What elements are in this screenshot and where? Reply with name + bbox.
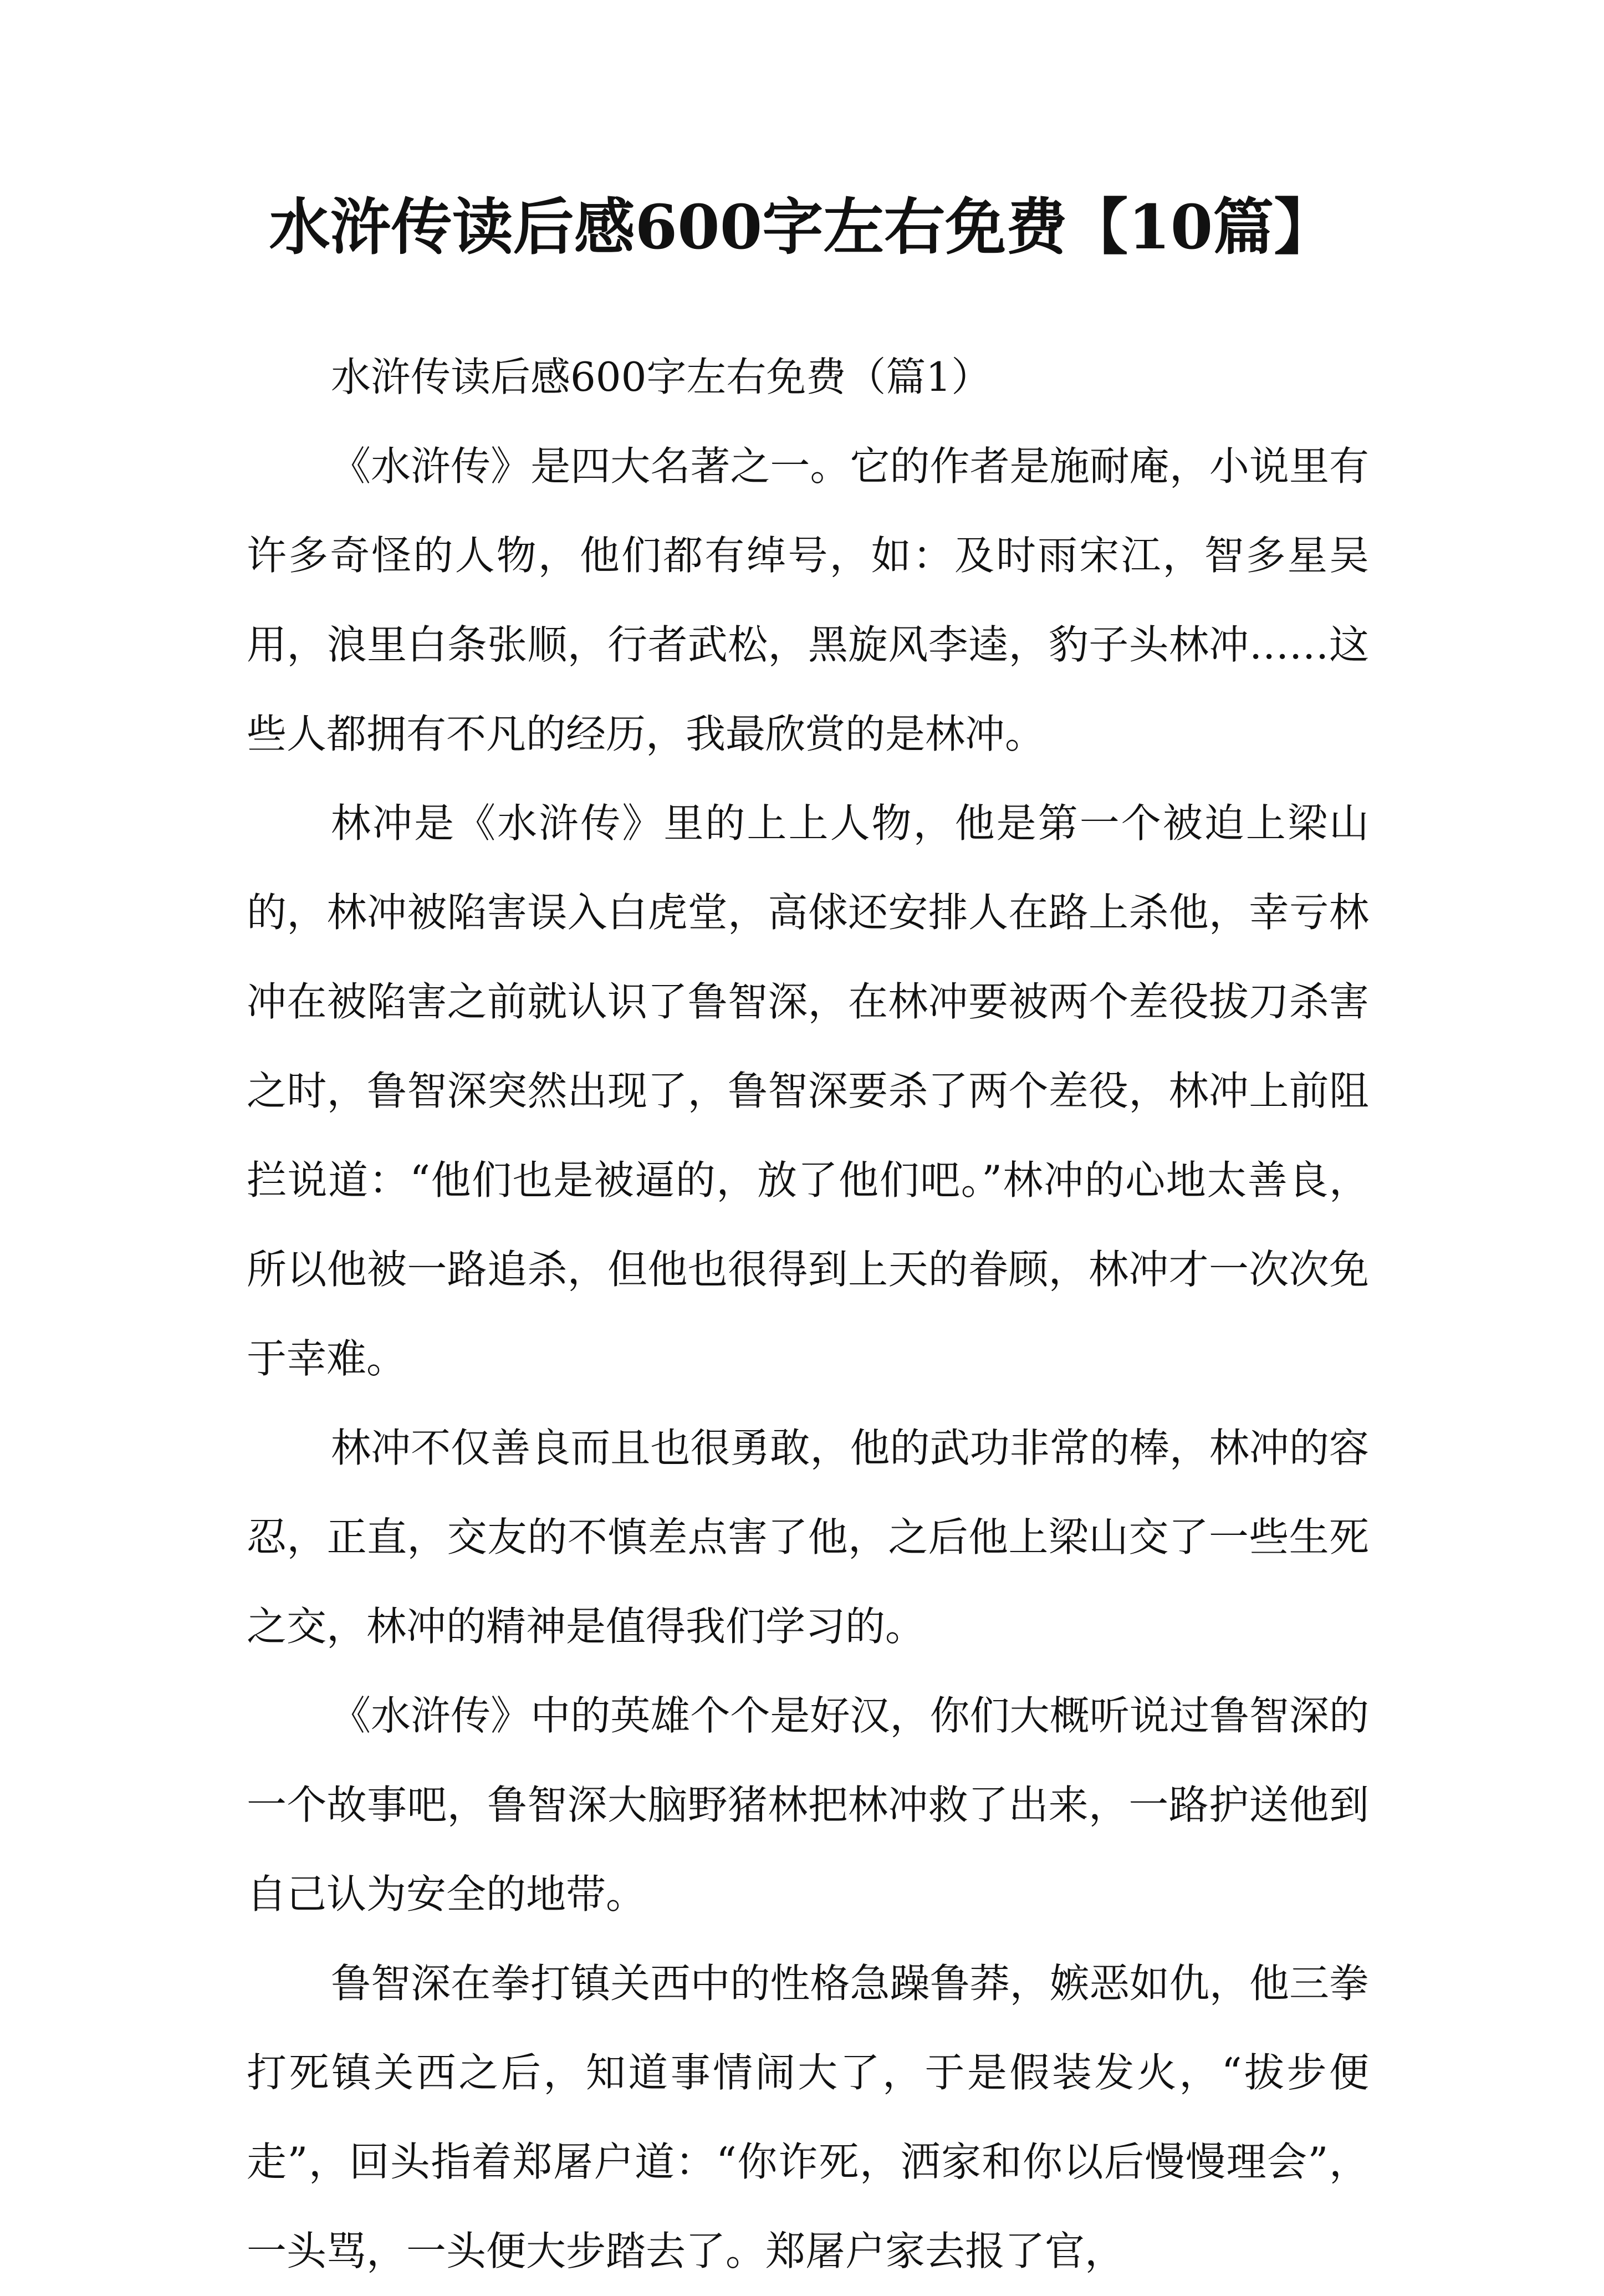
paragraph: 林冲是《水浒传》里的上上人物，他是第一个被迫上梁山的，林冲被陷害误入白虎堂，高俅还安排人在路上杀他，幸亏林冲在被陷害之前就认识了鲁智深，在林冲要被两个差役拔刀杀害之时，鲁智深突然出现了，鲁智深要杀了两个差役，林冲上前阻拦说道：“他们也是被逼的，放了他们吧。”林冲的心地太善良，所以他被一路追杀，但他也很得到上天的眷顾，林冲才一次次免于幸难。 — [247, 800, 1369, 1382]
paragraph: 鲁智深在拳打镇关西中的性格急躁鲁莽，嫉恶如仇，他三拳打死镇关西之后，知道事情闹大了，于是假装发火，“拔步便走”，回头指着郑屠户道：“你诈死，洒家和你以后慢慢理会”，一头骂，一头便大步踏去了。郑屠户家去报了官， — [247, 1960, 1369, 2274]
paragraph: 《水浒传》中的英雄个个是好汉，你们大概听说过鲁智深的一个故事吧，鲁智深大脑野猪林把林冲救了出来，一路护送他到自己认为安全的地带。 — [247, 1692, 1369, 1917]
section-heading: 水浒传读后感600字左右免费（篇1） — [331, 354, 992, 400]
paragraph: 林冲不仅善良而且也很勇敢，他的武功非常的棒，林冲的容忍，正直，交友的不慎差点害了他，之后他上梁山交了一些生死之交，林冲的精神是值得我们学习的。 — [247, 1425, 1369, 1650]
document-body — [247, 333, 1369, 2296]
document-title: 水浒传读后感600字左右免费【10篇】 — [269, 191, 1335, 263]
paragraph: 《水浒传》是四大名著之一。它的作者是施耐庵，小说里有许多奇怪的人物，他们都有绰号，如：及时雨宋江，智多星吴用，浪里白条张顺，行者武松，黑旋风李逵，豹子头林冲……这些人都拥有不凡的经历，我最欣赏的是林冲。 — [247, 443, 1369, 757]
